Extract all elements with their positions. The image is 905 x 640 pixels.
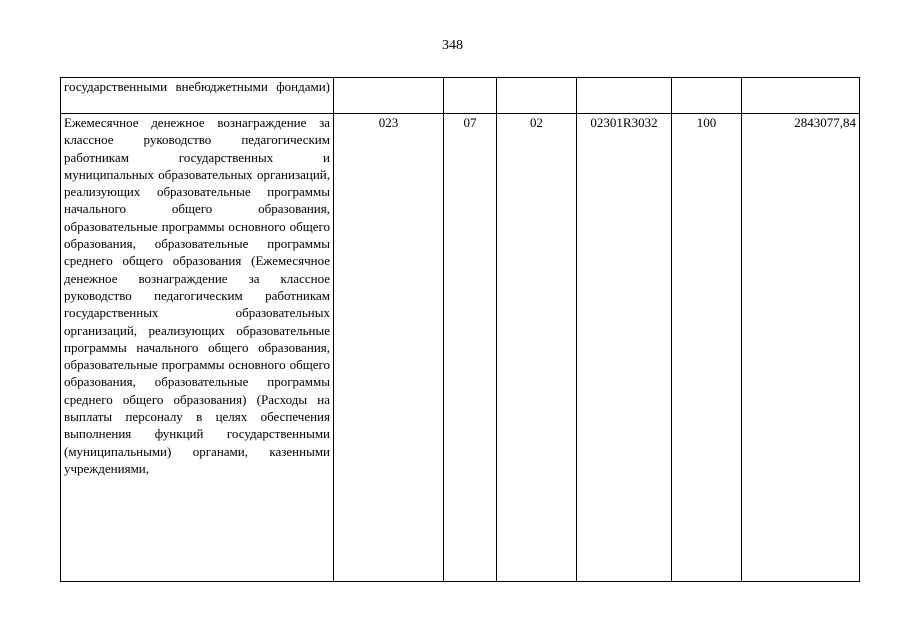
subsection-code xyxy=(497,78,577,114)
target-article-code xyxy=(577,78,672,114)
target-article-code: 02301R3032 xyxy=(577,114,672,582)
section-code xyxy=(444,78,497,114)
budget-table xyxy=(60,77,860,582)
row-description: государственными внебюджетными фондами) xyxy=(61,78,334,114)
ministry-code xyxy=(334,78,444,114)
row-description: Ежемесячное денежное вознаграждение за классное руководство педагогическим работникам государственных и муниципальных образовательных организаций, реализующих образовательные программы начального общего образования, образовательные программы основного общего образования, образовательные программы среднего общего образования (Ежемесячное денежное вознаграждение за классное руководство педагогическим работникам государственных образовательных организаций, реализующих образовательные программы начального общего образования, образовательные программы основного общего образования, образовательные программы среднего общего образования) (Расходы на выплаты персоналу в целях обеспечения выполнения функций государственными (муниципальными) органами, казенными учреждениями, xyxy=(61,114,334,582)
ministry-code: 023 xyxy=(334,114,444,582)
expense-type-code xyxy=(672,78,742,114)
subsection-code: 02 xyxy=(497,114,577,582)
amount-value xyxy=(742,78,860,114)
table-row xyxy=(61,114,860,582)
table-row xyxy=(61,78,860,114)
amount-value: 2843077,84 xyxy=(742,114,860,582)
page-number: 348 xyxy=(442,38,463,53)
expense-type-code: 100 xyxy=(672,114,742,582)
section-code: 07 xyxy=(444,114,497,582)
